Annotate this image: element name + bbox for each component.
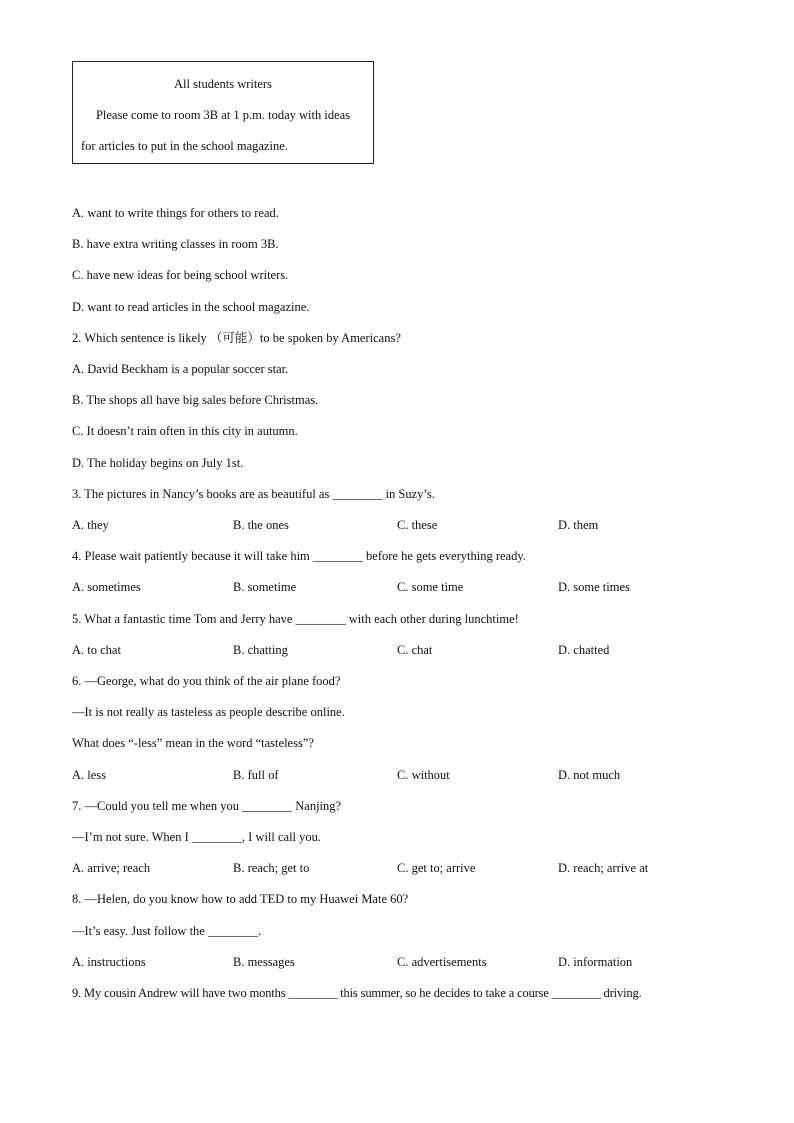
q6-line-2: —It is not really as tasteless as people describe online. bbox=[72, 705, 345, 719]
q5-option-c: C. chat bbox=[397, 643, 433, 657]
q8-option-b: B. messages bbox=[233, 955, 295, 969]
q2-option-b: B. The shops all have big sales before Christmas. bbox=[72, 393, 319, 407]
q1-option-c: C. have new ideas for being school writers. bbox=[72, 268, 289, 282]
q3-option-a: A. they bbox=[72, 518, 109, 532]
notice-title: All students writers bbox=[174, 77, 272, 91]
q5-option-d: D. chatted bbox=[558, 643, 610, 657]
q6-line-3: What does “-less” mean in the word “tasteless”? bbox=[72, 736, 314, 750]
q8-option-d: D. information bbox=[558, 955, 633, 969]
q7-option-b: B. reach; get to bbox=[233, 861, 310, 875]
q1-option-a: A. want to write things for others to read. bbox=[72, 206, 279, 220]
q7-option-c: C. get to; arrive bbox=[397, 861, 476, 875]
q1-option-b: B. have extra writing classes in room 3B. bbox=[72, 237, 279, 251]
q6-option-a: A. less bbox=[72, 768, 107, 782]
notice-line-2: for articles to put in the school magazine. bbox=[81, 139, 288, 153]
q7-line-2: —I’m not sure. When I ________, I will call you. bbox=[72, 830, 322, 844]
q6-option-c: C. without bbox=[397, 768, 450, 782]
q6-option-d: D. not much bbox=[558, 768, 621, 782]
notice-box bbox=[72, 61, 374, 164]
q8-line-1: 8. —Helen, do you know how to add TED to my Huawei Mate 60? bbox=[72, 892, 409, 906]
q2-option-d: D. The holiday begins on July 1st. bbox=[72, 456, 244, 470]
q7-option-a: A. arrive; reach bbox=[72, 861, 151, 875]
q4-option-b: B. sometime bbox=[233, 580, 297, 594]
q3-option-c: C. these bbox=[397, 518, 438, 532]
q2-option-a: A. David Beckham is a popular soccer star. bbox=[72, 362, 289, 376]
q8-option-c: C. advertisements bbox=[397, 955, 487, 969]
q2-option-c: C. It doesn’t rain often in this city in autumn. bbox=[72, 424, 298, 438]
q4-stem: 4. Please wait patiently because it will take him ________ before he gets everything ready. bbox=[72, 549, 526, 563]
q7-option-d: D. reach; arrive at bbox=[558, 861, 649, 875]
q4-option-c: C. some time bbox=[397, 580, 464, 594]
q6-line-1: 6. —George, what do you think of the air plane food? bbox=[72, 674, 341, 688]
q5-stem: 5. What a fantastic time Tom and Jerry have ________ with each other during lunchtime! bbox=[72, 612, 519, 626]
q6-option-b: B. full of bbox=[233, 768, 279, 782]
q4-option-d: D. some times bbox=[558, 580, 630, 594]
q5-option-b: B. chatting bbox=[233, 643, 288, 657]
q9-stem: 9. My cousin Andrew will have two months ________ this summer, so he decides to take a course ________ driving. bbox=[72, 986, 642, 1000]
q3-stem: 3. The pictures in Nancy’s books are as beautiful as ________ in Suzy’s. bbox=[72, 487, 435, 501]
q1-option-d: D. want to read articles in the school magazine. bbox=[72, 300, 310, 314]
q2-stem: 2. Which sentence is likely （可能）to be spoken by Americans? bbox=[72, 331, 401, 345]
q4-option-a: A. sometimes bbox=[72, 580, 141, 594]
q8-line-2: —It’s easy. Just follow the ________. bbox=[72, 924, 262, 938]
notice-line-1: Please come to room 3B at 1 p.m. today with ideas bbox=[95, 108, 351, 122]
q8-option-a: A. instructions bbox=[72, 955, 146, 969]
q3-option-d: D. them bbox=[558, 518, 599, 532]
q3-option-b: B. the ones bbox=[233, 518, 289, 532]
q7-line-1: 7. —Could you tell me when you ________ Nanjing? bbox=[72, 799, 342, 813]
q5-option-a: A. to chat bbox=[72, 643, 121, 657]
